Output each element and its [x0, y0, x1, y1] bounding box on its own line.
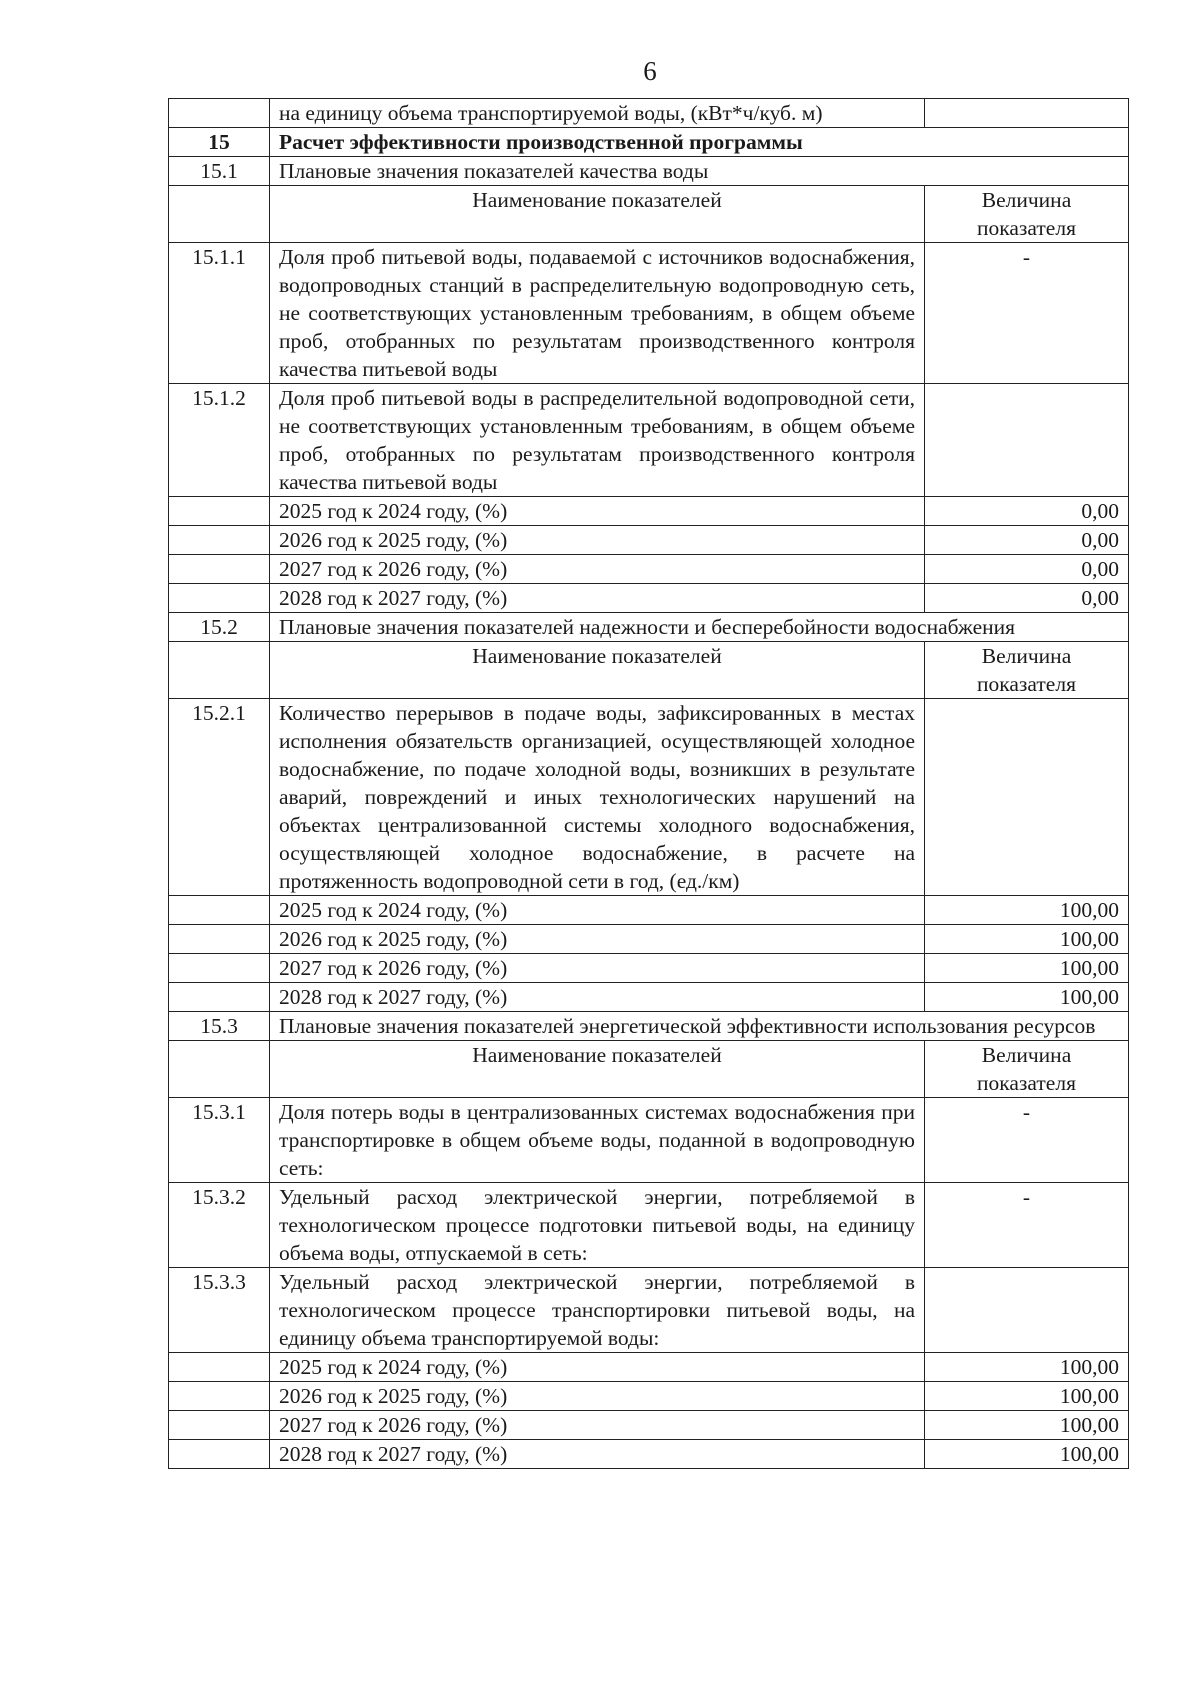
indicator-value-header: Величина показателя — [925, 186, 1129, 243]
year-label: 2026 год к 2025 году, (%) — [270, 1382, 925, 1411]
indicator-row — [169, 699, 1129, 896]
indicator-name-header: Наименование показателей — [270, 1041, 925, 1098]
year-value: 100,00 — [925, 954, 1129, 983]
year-value: 0,00 — [925, 526, 1129, 555]
row-number: 15.1.2 — [169, 384, 270, 497]
year-label: 2025 год к 2024 году, (%) — [270, 497, 925, 526]
year-value: 100,00 — [925, 983, 1129, 1012]
row-number: 15 — [169, 128, 270, 157]
year-value: 0,00 — [925, 497, 1129, 526]
indicator-row — [169, 243, 1129, 384]
indicator-row — [169, 1098, 1129, 1183]
row-number: 15.1.1 — [169, 243, 270, 384]
indicator-row — [169, 384, 1129, 497]
row-number: 15.3.1 — [169, 1098, 270, 1183]
subsection-row — [169, 1012, 1129, 1041]
year-label: 2027 год к 2026 году, (%) — [270, 555, 925, 584]
year-label: 2026 год к 2025 году, (%) — [270, 925, 925, 954]
indicator-text: Удельный расход электрической энергии, потребляемой в технологическом процессе транспортировки питьевой воды, на единицу объема транспортируемой воды: — [270, 1268, 925, 1353]
row-number-cell — [169, 1041, 270, 1098]
year-label: 2028 год к 2027 году, (%) — [270, 584, 925, 613]
subsection-title: Плановые значения показателей энергетической эффективности использования ресурсов — [270, 1012, 1129, 1041]
row-text: на единицу объема транспортируемой воды, (кВт*ч/куб. м) — [270, 99, 925, 128]
year-label: 2028 год к 2027 году, (%) — [270, 1440, 925, 1469]
indicator-value — [925, 699, 1129, 896]
indicator-text: Доля проб питьевой воды, подаваемой с источников водоснабжения, водопроводных станций в распределительную водопроводную сеть, не соответствующих установленным требованиям, в общем объеме проб, отобранных по результатам производственного контроля качества питьевой воды — [270, 243, 925, 384]
year-label: 2028 год к 2027 году, (%) — [270, 983, 925, 1012]
table-row — [169, 99, 1129, 128]
section-title: Расчет эффективности производственной программы — [270, 128, 1129, 157]
row-number: 15.2 — [169, 613, 270, 642]
indicator-value: - — [925, 243, 1129, 384]
column-header-row — [169, 186, 1129, 243]
year-value: 100,00 — [925, 925, 1129, 954]
row-number: 15.1 — [169, 157, 270, 186]
indicator-value — [925, 384, 1129, 497]
row-number: 15.3 — [169, 1012, 270, 1041]
indicator-row — [169, 1268, 1129, 1353]
year-row — [169, 1440, 1129, 1469]
indicator-value-header: Величина показателя — [925, 1041, 1129, 1098]
row-number-cell — [169, 99, 270, 128]
year-label: 2025 год к 2024 году, (%) — [270, 896, 925, 925]
year-value: 100,00 — [925, 1440, 1129, 1469]
program-table — [168, 98, 1129, 1469]
year-row — [169, 584, 1129, 613]
year-label: 2026 год к 2025 году, (%) — [270, 526, 925, 555]
year-row — [169, 526, 1129, 555]
column-header-row — [169, 1041, 1129, 1098]
row-number-cell — [169, 642, 270, 699]
row-number: 15.3.3 — [169, 1268, 270, 1353]
subsection-title: Плановые значения показателей качества воды — [270, 157, 1129, 186]
year-row — [169, 896, 1129, 925]
row-number: 15.2.1 — [169, 699, 270, 896]
indicator-text: Количество перерывов в подаче воды, зафиксированных в местах исполнения обязательств организацией, осуществляющей холодное водоснабжение, по подаче холодной воды, возникших в результате аварий, повреждений и иных технологических нарушений на объектах централизованной системы холодного водоснабжения, осуществляющей холодное водоснабжение, в расчете на протяженность водопроводной сети в год, (ед./км) — [270, 699, 925, 896]
year-row — [169, 1411, 1129, 1440]
indicator-text: Доля потерь воды в централизованных системах водоснабжения при транспортировке в общем объеме воды, поданной в водопроводную сеть: — [270, 1098, 925, 1183]
indicator-text: Удельный расход электрической энергии, потребляемой в технологическом процессе подготовки питьевой воды, на единицу объема воды, отпускаемой в сеть: — [270, 1183, 925, 1268]
year-row — [169, 555, 1129, 584]
row-number: 15.3.2 — [169, 1183, 270, 1268]
column-header-row — [169, 642, 1129, 699]
section-row — [169, 128, 1129, 157]
row-number-cell — [169, 186, 270, 243]
year-value: 100,00 — [925, 1382, 1129, 1411]
row-value — [925, 99, 1129, 128]
indicator-text: Доля проб питьевой воды в распределительной водопроводной сети, не соответствующих установленным требованиям, в общем объеме проб, отобранных по результатам производственного контроля качества питьевой воды — [270, 384, 925, 497]
year-row — [169, 1382, 1129, 1411]
year-value: 100,00 — [925, 1411, 1129, 1440]
year-label: 2025 год к 2024 году, (%) — [270, 1353, 925, 1382]
year-row — [169, 497, 1129, 526]
indicator-value: - — [925, 1183, 1129, 1268]
year-row — [169, 1353, 1129, 1382]
indicator-name-header: Наименование показателей — [270, 186, 925, 243]
year-row — [169, 954, 1129, 983]
indicator-name-header: Наименование показателей — [270, 642, 925, 699]
year-value: 0,00 — [925, 555, 1129, 584]
page-number: 6 — [643, 56, 657, 86]
year-value: 0,00 — [925, 584, 1129, 613]
year-label: 2027 год к 2026 году, (%) — [270, 954, 925, 983]
year-row — [169, 925, 1129, 954]
year-row — [169, 983, 1129, 1012]
indicator-row — [169, 1183, 1129, 1268]
year-value: 100,00 — [925, 896, 1129, 925]
indicator-value-header: Величина показателя — [925, 642, 1129, 699]
subsection-row — [169, 613, 1129, 642]
year-value: 100,00 — [925, 1353, 1129, 1382]
subsection-title: Плановые значения показателей надежности и бесперебойности водоснабжения — [270, 613, 1129, 642]
indicator-value — [925, 1268, 1129, 1353]
indicator-value: - — [925, 1098, 1129, 1183]
subsection-row — [169, 157, 1129, 186]
year-label: 2027 год к 2026 году, (%) — [270, 1411, 925, 1440]
